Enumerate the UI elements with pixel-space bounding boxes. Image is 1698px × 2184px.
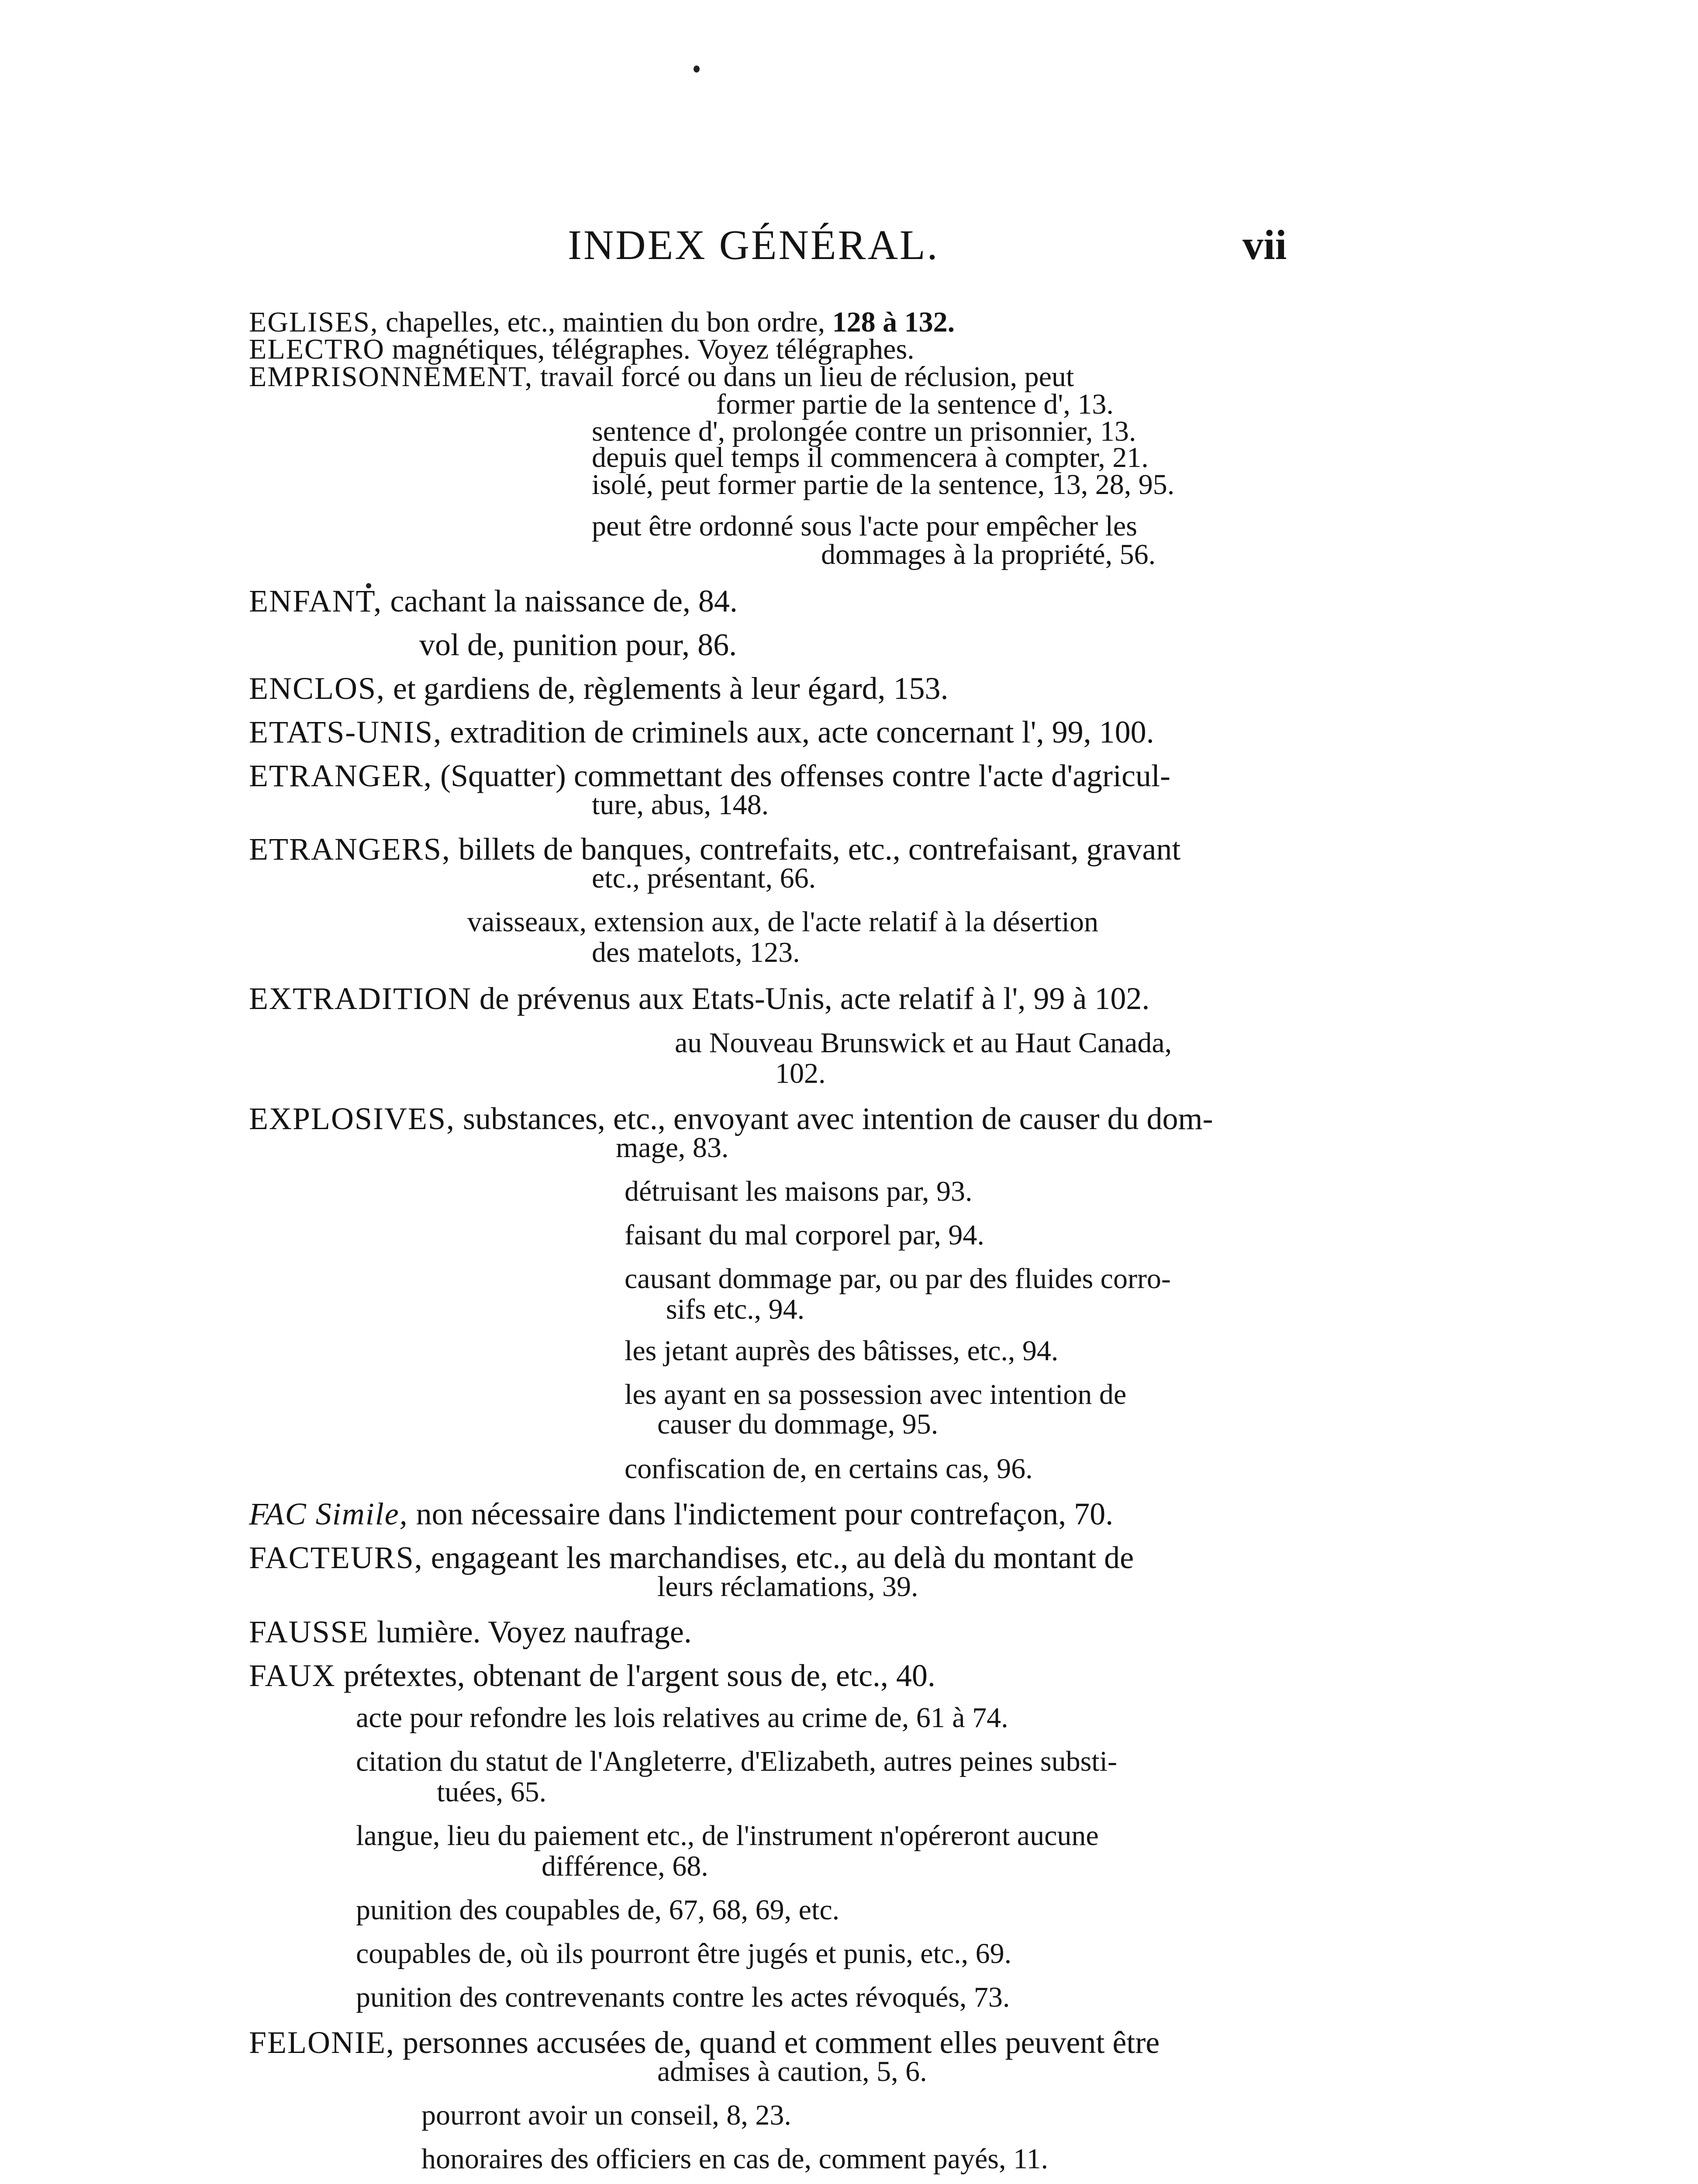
- index-entry: [249, 585, 738, 617]
- entry-text: non nécessaire dans l'indictement pour contrefaçon, 70.: [408, 1496, 1114, 1531]
- entry-text: peut être ordonné sous l'acte pour empêcher les: [592, 510, 1137, 542]
- entry-text: vol de, punition pour, 86.: [419, 627, 737, 662]
- entry-text: les ayant en sa possession avec intention de: [625, 1379, 1127, 1410]
- index-subentry: [592, 443, 1149, 472]
- ink-speck: [694, 66, 700, 73]
- entry-text: au Nouveau Brunswick et au Haut Canada,: [675, 1027, 1172, 1059]
- index-subentry: [716, 390, 1114, 419]
- index-subentry: [666, 1295, 804, 1324]
- entry-text: pourront avoir un conseil, 8, 23.: [421, 2099, 791, 2131]
- entry-text: (Squatter) commettant des offenses contre l'acte d'agricul-: [432, 758, 1170, 793]
- entry-text: punition des contrevenants contre les actes révoqués, 73.: [356, 1981, 1010, 2013]
- entry-text: et gardiens de, règlements à leur égard, 153.: [385, 671, 949, 706]
- index-subentry: [592, 470, 1174, 499]
- index-entry: [249, 1616, 692, 1648]
- index-subentry: [775, 1059, 826, 1088]
- index-subentry: [625, 1221, 984, 1250]
- entry-text: confiscation de, en certains cas, 96.: [625, 1453, 1033, 1485]
- index-entry: [249, 1542, 1134, 1573]
- entry-headword: EXPLOSIVES,: [249, 1101, 456, 1136]
- entry-text: tuées, 65.: [437, 1776, 547, 1808]
- entry-headword: ETATS-UNIS,: [249, 715, 442, 750]
- index-subentry: [657, 1410, 938, 1439]
- index-subentry: [625, 1265, 1171, 1293]
- entry-text: personnes accusées de, quand et comment elles peuvent être: [394, 2025, 1160, 2060]
- index-subentry: [592, 864, 816, 893]
- entry-headword: ETRANGER,: [249, 758, 432, 793]
- entry-text: acte pour refondre les lois relatives au crime de, 61 à 74.: [356, 1702, 1008, 1734]
- index-subentry: [657, 2057, 927, 2086]
- entry-headword: ELECTRO: [249, 333, 385, 365]
- entry-headword: FACTEURS,: [249, 1540, 423, 1575]
- entry-text: engageant les marchandises, etc., au delà du montant de: [423, 1540, 1134, 1575]
- index-entry: [249, 1660, 935, 1691]
- entry-text: 102.: [775, 1057, 826, 1089]
- index-subentry: [356, 1939, 1011, 1968]
- index-entry: [249, 363, 1074, 391]
- index-subentry: [625, 1380, 1126, 1409]
- entry-text: chapelles, etc., maintien du bon ordre,: [378, 306, 832, 338]
- entry-text: de prévenus aux Etats-Unis, acte relatif à l', 99 à 102.: [471, 981, 1150, 1016]
- index-entry: [249, 760, 1170, 791]
- entry-text: langue, lieu du paiement etc., de l'instrument n'opéreront aucune: [356, 1820, 1099, 1852]
- entry-text: billets de banques, contrefaits, etc., contrefaisant, gravant: [451, 832, 1181, 867]
- entry-text: ture, abus, 148.: [592, 789, 769, 821]
- entry-headword: ETRANGERS,: [249, 832, 451, 867]
- entry-text: des matelots, 123.: [592, 936, 800, 968]
- index-subentry: [356, 1983, 1010, 2012]
- entry-text: former partie de la sentence d', 13.: [716, 388, 1114, 420]
- index-entry: [249, 1498, 1113, 1530]
- entry-text: travail forcé ou dans un lieu de réclusion, peut: [533, 361, 1074, 393]
- index-entry: [249, 983, 1149, 1014]
- index-entry: [249, 1103, 1213, 1134]
- entry-text: causer du dommage, 95.: [657, 1408, 939, 1440]
- index-entry: [249, 335, 915, 364]
- index-subentry: [657, 1572, 918, 1601]
- entry-text: depuis quel temps il commencera à compter, 21.: [592, 442, 1149, 473]
- entry-headword: EMPRISONNEMENT,: [249, 361, 533, 393]
- entry-text: citation du statut de l'Angleterre, d'Elizabeth, autres peines substi-: [356, 1745, 1117, 1777]
- index-subentry: [419, 629, 737, 660]
- entry-headword: FAC Simile,: [249, 1496, 408, 1531]
- index-subentry: [625, 1337, 1058, 1365]
- entry-text: substances, etc., envoyant avec intention de causer du dom-: [455, 1101, 1213, 1136]
- entry-text: punition des coupables de, 67, 68, 69, etc.: [356, 1894, 840, 1926]
- index-subentry: [625, 1177, 973, 1206]
- entry-text: sifs etc., 94.: [666, 1293, 805, 1325]
- entry-text: mage, 83.: [616, 1132, 729, 1164]
- entry-text: lumière. Voyez naufrage.: [369, 1614, 692, 1649]
- entry-text: admises à caution, 5, 6.: [657, 2056, 927, 2087]
- page-number: vii: [1242, 221, 1287, 268]
- index-entry: [249, 833, 1180, 865]
- entry-headword: EXTRADITION: [249, 981, 472, 1016]
- entry-text: honoraires des officiers en cas de, comment payés, 11.: [421, 2143, 1049, 2175]
- index-entry: [249, 308, 955, 337]
- entry-text: leurs réclamations, 39.: [657, 1571, 918, 1603]
- index-subentry: [821, 540, 1156, 569]
- entry-text: sentence d', prolongée contre un prisonnier, 13.: [592, 415, 1136, 447]
- entry-text: magnétiques, télégraphes. Voyez télégraphes.: [384, 333, 915, 365]
- entry-headword: FELONIE,: [249, 2025, 395, 2060]
- entry-headword: FAUX: [249, 1658, 336, 1693]
- entry-text: coupables de, où ils pourront être jugés et punis, etc., 69.: [356, 1938, 1012, 1970]
- entry-pages: 128 à 132.: [832, 306, 955, 338]
- entry-text: extradition de criminels aux, acte concernant l', 99, 100.: [442, 715, 1154, 750]
- entry-text: cachant la naissance de, 84.: [382, 584, 738, 619]
- index-subentry: [592, 512, 1137, 541]
- entry-text: prétextes, obtenant de l'argent sous de, etc., 40.: [335, 1658, 935, 1693]
- index-entry: [249, 2027, 1160, 2058]
- entry-text: les jetant auprès des bâtisses, etc., 94.: [625, 1335, 1059, 1367]
- entry-text: dommages à la propriété, 56.: [821, 539, 1156, 570]
- entry-text: détruisant les maisons par, 93.: [625, 1175, 973, 1207]
- index-subentry: [616, 1133, 728, 1162]
- index-subentry: [437, 1778, 546, 1807]
- index-subentry: [592, 938, 800, 967]
- entry-headword: ENFANT,: [249, 584, 383, 619]
- index-subentry: [421, 2101, 791, 2130]
- index-subentry: [356, 1747, 1117, 1776]
- index-subentry: [675, 1029, 1172, 1057]
- entry-text: vaisseaux, extension aux, de l'acte relatif à la désertion: [467, 906, 1098, 938]
- entry-text: etc., présentant, 66.: [592, 862, 816, 894]
- page-title: INDEX GÉNÉRAL.: [568, 221, 939, 268]
- index-subentry: [467, 908, 1098, 936]
- entry-text: faisant du mal corporel par, 94.: [625, 1219, 984, 1251]
- index-subentry: [356, 1704, 1008, 1732]
- entry-headword: EGLISES,: [249, 306, 379, 338]
- entry-text: causant dommage par, ou par des fluides corro-: [625, 1263, 1171, 1295]
- index-subentry: [356, 1821, 1099, 1850]
- entry-text: différence, 68.: [542, 1850, 708, 1882]
- index-entry: [249, 716, 1154, 748]
- index-subentry: [625, 1455, 1033, 1483]
- entry-headword: ENCLOS,: [249, 671, 386, 706]
- index-subentry: [356, 1896, 839, 1925]
- index-entry: [249, 673, 949, 704]
- index-subentry: [421, 2145, 1048, 2174]
- index-subentry: [542, 1852, 708, 1881]
- entry-text: isolé, peut former partie de la sentence, 13, 28, 95.: [592, 469, 1175, 501]
- entry-headword: FAUSSE: [249, 1614, 369, 1649]
- index-subentry: [592, 791, 769, 819]
